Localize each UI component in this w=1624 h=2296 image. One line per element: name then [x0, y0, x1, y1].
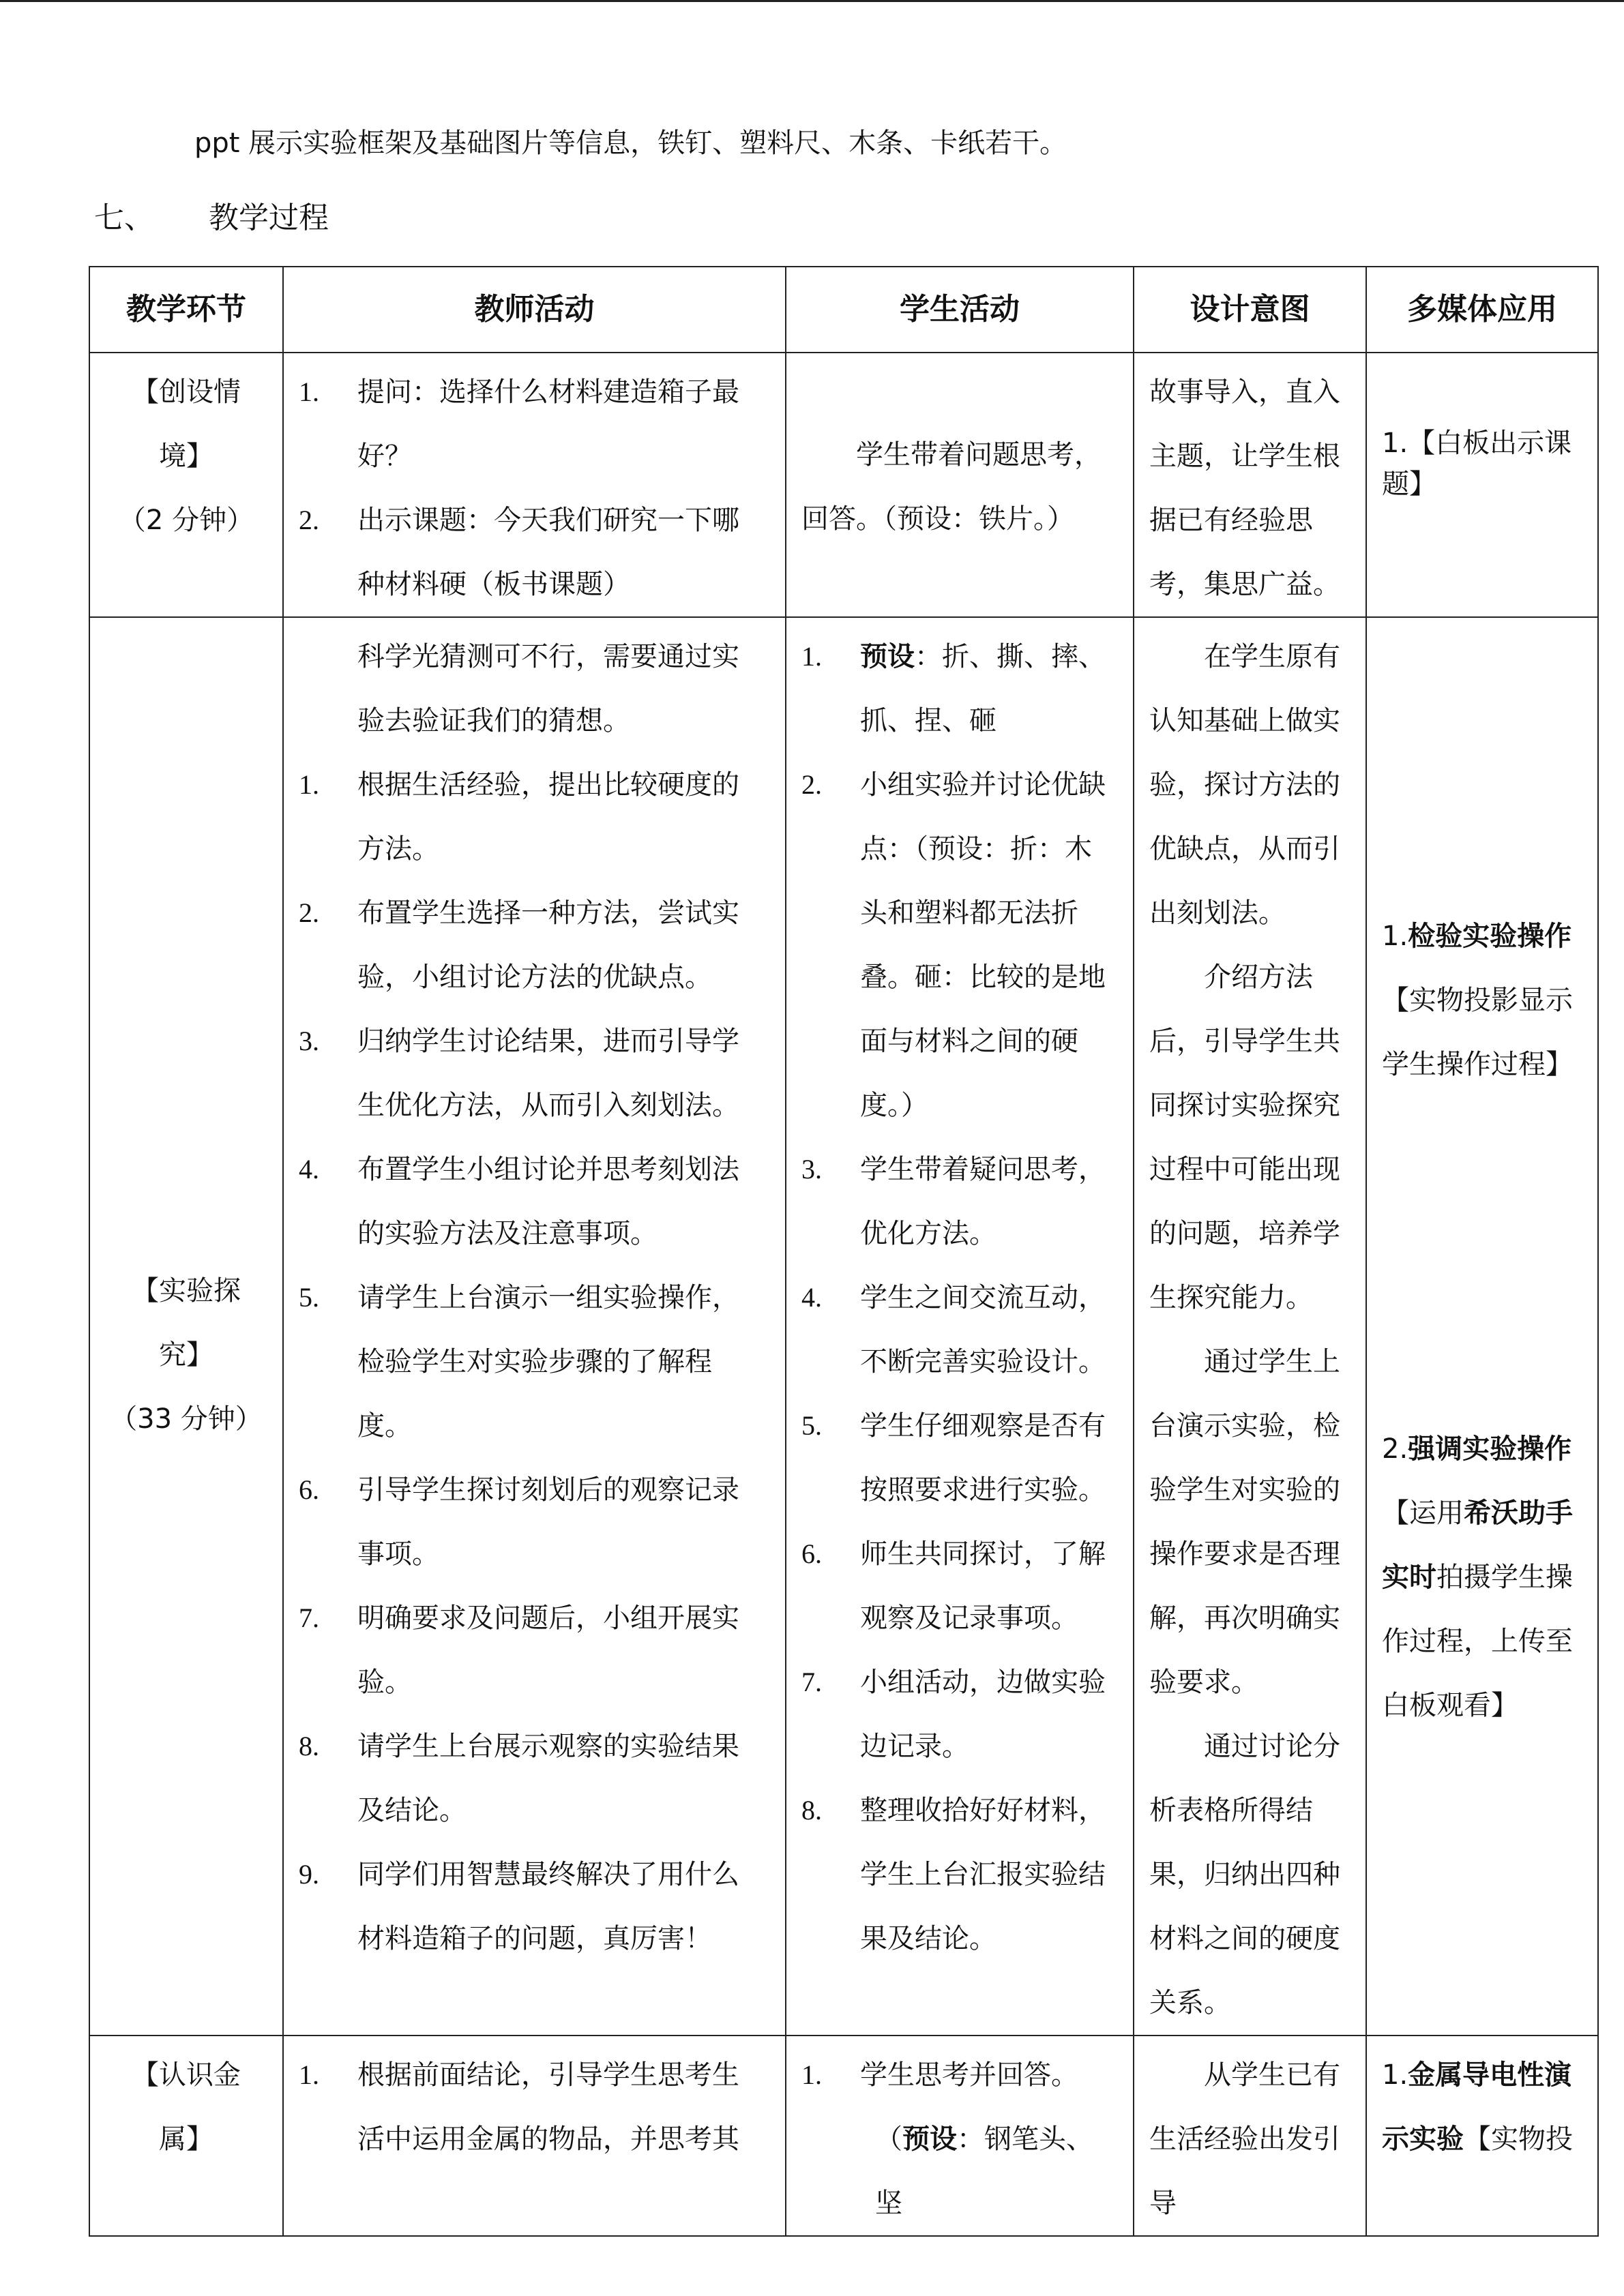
- list-item: 8. 请学生上台展示观察的实验结果及结论。: [299, 1731, 739, 1826]
- list-item: 4. 布置学生小组讨论并思考刻划法的实验方法及注意事项。: [299, 1154, 739, 1249]
- header-stage: 教学环节: [89, 267, 283, 353]
- header-design-intent: 设计意图: [1134, 267, 1366, 353]
- stage-name-line2: 属】: [159, 2123, 213, 2155]
- multimedia-item-1: 1.金属导电性演示实验【实物投: [1382, 2059, 1573, 2155]
- multimedia-item-2: 2.强调实验操作 【运用希沃助手实时拍摄学生操作过程，上传至白板观看】: [1382, 1433, 1573, 1721]
- list-item: 1. 预设：折、撕、摔、抓、捏、砸: [801, 641, 1106, 736]
- list-item: 1. 根据生活经验，提出比较硬度的方法。: [299, 769, 739, 865]
- list-item: 6. 师生共同探讨，了解观察及记录事项。: [801, 1538, 1106, 1634]
- design-intent-text: 故事导入，直入主题，让学生根据已有经验思考，集思广益。: [1149, 376, 1340, 600]
- design-intent-paragraph: 在学生原有认知基础上做实验，探讨方法的优缺点，从而引出刻划法。: [1149, 641, 1340, 929]
- stage-name-line2: 境】: [159, 441, 213, 472]
- design-intent-cell: [1134, 2036, 1366, 2236]
- list-item: 9. 同学们用智慧最终解决了用什么材料造箱子的问题，真厉害！: [299, 1859, 739, 1954]
- header-student-activity: 学生活动: [786, 267, 1134, 353]
- table-row: [89, 353, 1598, 617]
- list-item: 3. 归纳学生讨论结果，进而引导学生优化方法，从而引入刻划法。: [299, 1026, 739, 1121]
- table-header-row: [89, 267, 1598, 353]
- teacher-activity-cell: [283, 2036, 786, 2236]
- intro-paragraph: ppt 展示实验框架及基础图片等信息，铁钉、塑料尺、木条、卡纸若干。: [194, 128, 1067, 159]
- stage-cell: [89, 617, 283, 2036]
- stage-name-line2: 究】: [159, 1339, 213, 1371]
- list-item: 2. 出示课题：今天我们研究一下哪种材料硬（板书课题）: [299, 505, 739, 600]
- list-item: 6. 引导学生探讨刻划后的观察记录事项。: [299, 1474, 739, 1570]
- design-intent-paragraph: 通过学生上台演示实验，检验学生对实验的操作要求是否理解，再次明确实验要求。: [1149, 1346, 1340, 1698]
- stage-name-line1: 【认识金: [132, 2059, 241, 2091]
- list-item: 3. 学生带着疑问思考，优化方法。: [801, 1154, 1106, 1249]
- design-intent-cell: [1134, 353, 1366, 617]
- teacher-activity-cell: [283, 617, 786, 2036]
- list-item: 5. 学生仔细观察是否有按照要求进行实验。: [801, 1410, 1106, 1506]
- stage-cell: [89, 353, 283, 617]
- section-heading: [94, 196, 329, 240]
- list-item: 8. 整理收拾好好材料，学生上台汇报实验结果及结论。: [801, 1795, 1106, 1954]
- teacher-intro-text: 科学光猜测可不行，需要通过实验去验证我们的猜想。: [357, 641, 739, 736]
- multimedia-text: 1.【白板出示课题】: [1382, 428, 1572, 500]
- header-multimedia: 多媒体应用: [1366, 267, 1598, 353]
- section-title: 教学过程: [209, 200, 329, 235]
- table-row: [89, 2036, 1598, 2236]
- student-preset-line: （预设：钢笔头、坚: [875, 2123, 1093, 2219]
- multimedia-cell: [1366, 617, 1598, 2036]
- stage-duration: （2 分钟）: [118, 505, 254, 536]
- section-number: 七、: [94, 200, 154, 235]
- multimedia-cell: [1366, 2036, 1598, 2236]
- student-activity-cell: [786, 617, 1134, 2036]
- stage-duration: （33 分钟）: [110, 1403, 263, 1435]
- list-item: 1. 根据前面结论，引导学生思考生活中运用金属的物品，并思考其: [299, 2059, 739, 2155]
- list-item: 5. 请学生上台演示一组实验操作，检验学生对实验步骤的了解程度。: [299, 1282, 739, 1442]
- list-item: 4. 学生之间交流互动，不断完善实验设计。: [801, 1282, 1106, 1377]
- stage-cell: [89, 2036, 283, 2236]
- multimedia-cell: [1366, 353, 1598, 617]
- preset-label: 预设: [860, 641, 915, 672]
- list-item: 7. 明确要求及问题后，小组开展实验。: [299, 1602, 739, 1698]
- design-intent-cell: [1134, 617, 1366, 2036]
- teaching-process-table: [89, 266, 1599, 2237]
- design-intent-paragraph: 通过讨论分析表格所得结果，归纳出四种材料之间的硬度关系。: [1149, 1731, 1340, 2018]
- teacher-activity-cell: [283, 353, 786, 617]
- header-teacher-activity: 教师活动: [283, 267, 786, 353]
- table-row: [89, 617, 1598, 2036]
- stage-name-line1: 【创设情: [132, 376, 241, 408]
- page-top-border: [0, 0, 1624, 2]
- stage-name-line1: 【实验探: [132, 1275, 241, 1307]
- design-intent-paragraph: 介绍方法后，引导学生共同探讨实验探究过程中可能出现的问题，培养学生探究能力。: [1149, 961, 1340, 1313]
- student-activity-text: 学生带着问题思考，回答。（预设：铁片。）: [801, 439, 1102, 535]
- student-activity-cell: [786, 353, 1134, 617]
- list-item: 7. 小组活动，边做实验边记录。: [801, 1667, 1106, 1762]
- list-item: 1. 学生思考并回答。: [801, 2059, 1078, 2091]
- design-intent-text: 从学生已有生活经验出发引导: [1149, 2059, 1340, 2219]
- list-item: 2. 小组实验并讨论优缺点：（预设：折：木头和塑料都无法折叠。砸：比较的是地面与材料之间的硬度。）: [801, 769, 1106, 1121]
- student-activity-cell: [786, 2036, 1134, 2236]
- spacer: [1382, 1097, 1584, 1417]
- list-item: 2. 布置学生选择一种方法，尝试实验，小组讨论方法的优缺点。: [299, 897, 739, 993]
- multimedia-item-1: 1.检验实验操作【实物投影显示学生操作过程】: [1382, 921, 1573, 1080]
- list-item: 1. 提问：选择什么材料建造箱子最好？: [299, 376, 739, 472]
